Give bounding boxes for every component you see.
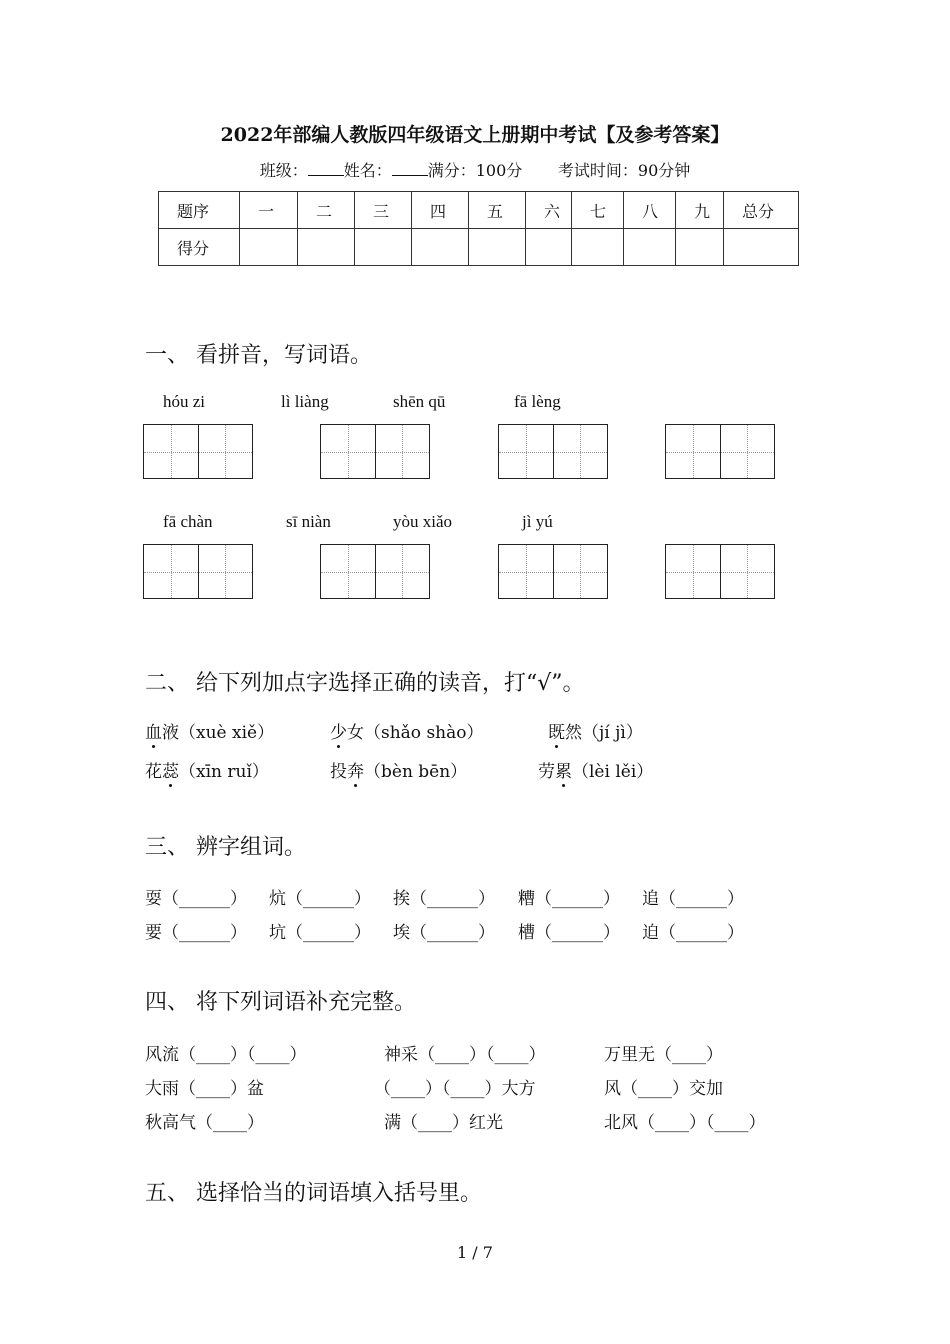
idiom-fill-item[interactable]: 满（____）红光 [384, 1113, 503, 1133]
score-col: 四 [412, 192, 469, 229]
dotted-char: 蕊 [162, 757, 179, 782]
pinyin-label: jì yú [522, 512, 553, 531]
pinyin-label: shēn qū [393, 392, 446, 411]
word-group-item[interactable] [518, 918, 620, 943]
blank-paren[interactable]: （______） [535, 923, 620, 943]
name-blank[interactable] [392, 161, 428, 176]
char: 埃 [393, 923, 410, 943]
dotted-char: 奔 [347, 757, 364, 782]
pinyin-label: lì liàng [281, 392, 329, 411]
reading-options[interactable]: （xīn ruǐ） [179, 762, 269, 782]
reading-item [330, 718, 484, 743]
word-group-item[interactable] [393, 918, 495, 943]
blank-paren[interactable]: （______） [410, 923, 495, 943]
word-group-item[interactable] [269, 884, 371, 909]
score-cell[interactable] [526, 229, 572, 266]
char: 炕 [269, 889, 286, 909]
char: 要 [145, 923, 162, 943]
exam-time: 考试时间：90分钟 [557, 161, 691, 180]
section-5-heading: 五、 选择恰当的词语填入括号里。 [145, 1181, 482, 1206]
score-row-label: 得分 [159, 229, 240, 266]
score-header-label: 题序 [159, 192, 240, 229]
idiom-fill-item[interactable]: 北风（____）（____） [604, 1113, 766, 1133]
writing-grid[interactable] [665, 424, 775, 479]
char: 槽 [518, 923, 535, 943]
reading-options[interactable]: （shǎo shào） [364, 723, 484, 743]
char: 糟 [518, 889, 535, 909]
word-group-item[interactable] [145, 884, 247, 909]
writing-grid[interactable] [320, 424, 430, 479]
score-table [158, 191, 799, 266]
score-col-total: 总分 [724, 192, 799, 229]
score-cell[interactable] [572, 229, 624, 266]
score-cell[interactable] [355, 229, 412, 266]
word-rest: 然 [565, 723, 582, 743]
blank-paren[interactable]: （______） [286, 923, 371, 943]
score-cell[interactable] [624, 229, 676, 266]
word-group-item[interactable] [393, 884, 495, 909]
char: 迫 [642, 923, 659, 943]
page-title: 2022年部编人教版四年级语文上册期中考试【及参考答案】 [220, 124, 730, 146]
score-cell[interactable] [724, 229, 799, 266]
class-blank[interactable] [308, 161, 344, 176]
score-col: 二 [298, 192, 355, 229]
word-pre: 投 [330, 762, 347, 782]
score-col: 五 [469, 192, 526, 229]
score-cell[interactable] [298, 229, 355, 266]
pinyin-label: sī niàn [286, 512, 331, 531]
idiom-fill-item[interactable]: （____）（____）大方 [374, 1079, 536, 1099]
idiom-fill-item[interactable]: 风（____）交加 [604, 1079, 723, 1099]
reading-options[interactable]: （bèn bēn） [364, 762, 468, 782]
writing-grid[interactable] [143, 424, 253, 479]
word-group-item[interactable] [642, 918, 744, 943]
word-group-item[interactable] [518, 884, 620, 909]
dotted-char: 既 [548, 718, 565, 743]
word-rest: 女 [347, 723, 364, 743]
reading-item [330, 757, 467, 782]
page-indicator: 1 / 7 [457, 1243, 493, 1262]
section-2-heading: 二、 给下列加点字选择正确的读音，打“√”。 [145, 671, 585, 696]
reading-item [548, 718, 643, 743]
exam-info [0, 158, 950, 181]
score-cell[interactable] [412, 229, 469, 266]
score-col: 八 [624, 192, 676, 229]
full-score: 满分：100分 [427, 161, 523, 180]
writing-grid[interactable] [498, 424, 608, 479]
pinyin-label: fā lèng [514, 392, 561, 411]
score-col: 一 [240, 192, 298, 229]
blank-paren[interactable]: （______） [659, 889, 744, 909]
blank-paren[interactable]: （______） [410, 889, 495, 909]
reading-item [538, 757, 653, 782]
score-cell[interactable] [676, 229, 724, 266]
dotted-char: 累 [555, 757, 572, 782]
blank-paren[interactable]: （______） [659, 923, 744, 943]
reading-options[interactable]: （xuè xiě） [179, 723, 275, 743]
section-3-heading: 三、 辨字组词。 [145, 835, 306, 860]
section-4-heading: 四、 将下列词语补充完整。 [145, 990, 416, 1015]
section-1-heading: 一、 看拼音，写词语。 [145, 343, 372, 368]
class-label: 班级： [259, 161, 308, 180]
blank-paren[interactable]: （______） [286, 889, 371, 909]
dotted-char: 少 [330, 718, 347, 743]
blank-paren[interactable]: （______） [162, 889, 247, 909]
score-cell[interactable] [240, 229, 298, 266]
reading-options[interactable]: （lèi lěi） [572, 762, 654, 782]
score-col: 六 [526, 192, 572, 229]
dotted-char: 血 [145, 718, 162, 743]
word-rest: 液 [162, 723, 179, 743]
reading-item [145, 718, 274, 743]
writing-grid[interactable] [143, 544, 253, 599]
reading-item [145, 757, 269, 782]
idiom-fill-item[interactable]: 神采（____）（____） [384, 1045, 546, 1065]
word-pre: 花 [145, 762, 162, 782]
score-cell[interactable] [469, 229, 526, 266]
pinyin-label: fā chàn [163, 512, 213, 531]
char: 耍 [145, 889, 162, 909]
char: 追 [642, 889, 659, 909]
pinyin-label: yòu xiǎo [393, 512, 453, 531]
score-col: 三 [355, 192, 412, 229]
idiom-fill-item[interactable]: 大雨（____）盆 [145, 1079, 264, 1099]
writing-grid[interactable] [320, 544, 430, 599]
writing-grid[interactable] [498, 544, 608, 599]
word-group-item[interactable] [269, 918, 371, 943]
score-col: 九 [676, 192, 724, 229]
name-label: 姓名： [343, 161, 392, 180]
char: 挨 [393, 889, 410, 909]
blank-paren[interactable]: （______） [162, 923, 247, 943]
writing-grid[interactable] [665, 544, 775, 599]
score-table-header [159, 192, 799, 229]
score-col: 七 [572, 192, 624, 229]
idiom-fill-item[interactable]: 风流（____）（____） [145, 1045, 307, 1065]
score-table-row [159, 229, 799, 266]
idiom-fill-item[interactable]: 秋高气（____） [145, 1113, 264, 1133]
reading-options[interactable]: （jí jì） [582, 723, 643, 743]
pinyin-label: hóu zi [163, 392, 206, 411]
word-group-item[interactable] [642, 884, 744, 909]
idiom-fill-item[interactable]: 万里无（____） [604, 1045, 723, 1065]
blank-paren[interactable]: （______） [535, 889, 620, 909]
word-pre: 劳 [538, 762, 555, 782]
char: 坑 [269, 923, 286, 943]
word-group-item[interactable] [145, 918, 247, 943]
